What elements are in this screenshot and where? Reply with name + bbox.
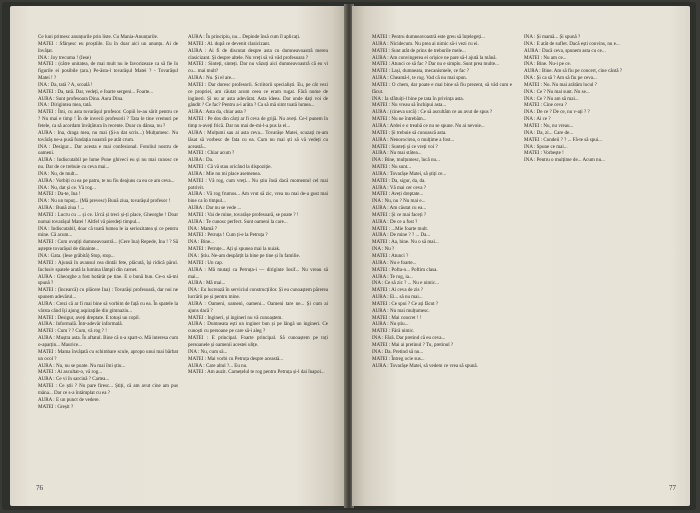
- text-line: MATEI : Nu. Nu mai arătăm locul ?: [524, 81, 597, 88]
- text-line: MATEI : Ce știi ? Nu pare firesc... Știți, că am avut cine am pus mâna... Dar ce s-a întâmplat cu ea ?: [38, 383, 178, 396]
- text-line: MATEI : Da-te, Ina !: [38, 191, 81, 198]
- text-line: INA : Da. Pretind să nu...: [372, 348, 424, 355]
- text-line: AURA : Te rog, ia...: [372, 273, 413, 280]
- text-line: MATEI : Am auzit. Carnețelul te rog pentru Petruța și-l dai înapoi...: [188, 369, 325, 376]
- text-line: MATEI : Ai ceva de zis ?: [372, 287, 424, 294]
- text-line: INA : Indiscutabil, doar că toată lumea le ia seriozitatea și ce pentru mine. Că acum...: [38, 225, 178, 239]
- text-line: INA : Nu un topuț... (Mă prevesc) Bună ziua, tovarășul profesor !: [38, 198, 171, 205]
- right-page-column-2: [524, 34, 664, 164]
- text-line: MATEI : Nu vreau să închipui asta...: [372, 102, 447, 109]
- text-line: AURA : Indiscutabil pe lume Pune ghiveci eu și nu mai cunosc ce nu. Dar de ce trebuie cu ceva mai...: [38, 157, 178, 171]
- text-line: MATEI : Și trebuie să cunoască asta.: [372, 129, 447, 136]
- text-line: INA : Fără. Dar pretind că eu ceva...: [372, 335, 446, 342]
- text-line: MATEI : Pentru dumneavoastră este greu să înțelegeți...: [372, 34, 485, 40]
- text-line: MATEI : Ce spui ? Ce ați făcut ?: [372, 300, 439, 307]
- text-line: INA : Și ca să ? Am să fiu pe ceva...: [524, 75, 597, 82]
- text-line: MATEI : Atunci ?: [372, 253, 409, 259]
- text-line: INA : Mamă ?: [188, 225, 218, 232]
- text-line: INA : Nu ?: [372, 246, 395, 253]
- text-line: INA : Gata. (Iese grăbită) Stop, stop...: [38, 253, 115, 259]
- text-line: AURA : Dacă ceva, spunem asta cu ce...: [524, 47, 606, 54]
- text-line: MATEI : Ingineri, și ingineri nu vă cunoaștem.: [188, 314, 283, 321]
- text-line: MATEI : Greșit ?: [38, 403, 74, 410]
- text-line: AURA : Oameni, oameni, oameni... Oameni tare ne... Și cum ai ajuns dacă ?: [188, 300, 328, 314]
- text-line: INA : Pentru o mulțime de... Acum nu...: [524, 157, 605, 164]
- text-line: AURA : Tovarășe Matei, să știți ce...: [372, 170, 447, 177]
- text-line: INA : Bine...: [188, 239, 214, 246]
- text-line: AURA : Mă mutați ca Petruța-i — diriginte Iosif... Nu vreau să mai...: [188, 266, 328, 280]
- text-line: MATEI : Un cap.: [188, 259, 224, 266]
- text-line: AURA : Mulțumi sau ai asta ceva... Tovarășe Matei, scuzați m-am lăsat să vorbesc de fata cu ea. Cum nu mai ști să vă vedeți cu această...: [188, 129, 328, 150]
- text-line: INA : Nu, cum să...: [188, 348, 228, 355]
- text-line: INA : Spune ce mai...: [524, 143, 568, 150]
- text-line: MATEI : Petruțe... Ați și spunea mai la nuiak.: [188, 246, 281, 253]
- text-line: INA : Desigur... Dar acesta e mai confesional. Fotoliul nostru de oameni.: [38, 143, 178, 157]
- left-page-column-1: [38, 34, 178, 410]
- text-line: INA : Da, zi... Care de...: [524, 129, 574, 136]
- text-line: AURA : Crezi că ar fi mai bine să vorbim de față cu ea. În spatele la vârsta când își ajung aspirațiile din gimnaziu...: [38, 300, 178, 314]
- text-line: AURA : (cineva urcă) : Ce să ascultăm ce au avut de spus ?: [372, 109, 493, 116]
- text-line: AURA : Nu, nu se poate. Nu mai îmi știu...: [38, 362, 126, 369]
- text-line: AURA : Mă mai...: [188, 280, 226, 287]
- text-line: INA : Știu. Ne-am despărțit la bine pe tine și în familie.: [188, 253, 300, 259]
- text-line: AURA : Am convingerea ei orișice ne pare să-l ajută la mână.: [372, 54, 497, 61]
- text-line: MATEI : Chiar acum ?: [188, 150, 235, 157]
- text-line: AURA : Vorbiți cu ea pe patru, te nu fiu deajuns ca eu ce am ceva...: [38, 177, 175, 184]
- text-line: INA : Nu, de mult...: [38, 170, 79, 177]
- text-line: AURA : Cheamă-l, te rog. Vad că nu mai spun.: [372, 75, 467, 82]
- text-line: MATEI : Pofta-o... Poftim clasa.: [372, 266, 438, 273]
- text-line: MATEI : Dar doresc profesorii. Scriitorii specialiști. Eu, pe cât vezi ce propriei, am căutat acum ceea ce eram rugat. Fără nume de ingineri. Și nu ar asta adevărat. Asta ideea. Dar unde dați voi de gândit ? Ce fac? Pentru a-i arăta ? Ca să mă simt toată lumea...: [188, 81, 328, 109]
- text-line: MATEI : E principal. Foarte principal. Să cunoaștem pe toți persoanele și oamenii acestei ulițe.: [188, 335, 328, 348]
- text-line: AURA : Dar nu se vede ...: [188, 205, 242, 212]
- text-line: AURA : Bună ziua ! ...: [38, 205, 85, 212]
- text-line: AURA : Nu e foarte...: [372, 259, 417, 266]
- text-line: AURA : Vă rog frumos... Am vrut să zic, vrea nu mai de-a gust mai bine ca în timpul...: [188, 191, 328, 205]
- text-line: MATEI : Da, sigur, da, da.: [372, 177, 426, 184]
- text-line: INA : Joy trecuma ! (Iese): [38, 54, 91, 61]
- text-line: AURA : Care altul ?... Eu nu.: [188, 362, 248, 369]
- text-line: MATEI : Că vă stau oricând la dispoziție.: [188, 164, 272, 171]
- text-line: INA : Ce ? Nu mai sunt. Nu se...: [524, 88, 590, 95]
- text-line: MATEI : Nu am ce...: [524, 54, 567, 61]
- text-line: AURA : Vă mai cer ceva ?: [372, 184, 426, 191]
- text-line: MATEI : Aa, bine. Nu o să mai...: [372, 239, 439, 246]
- text-line: MATEI : Întreg ocie sus...: [372, 355, 425, 362]
- text-line: MATEI : O chem, dar poate e mai bine să fiu prezent, să văd cum e făcut.: [372, 81, 512, 95]
- text-line: INA : Nu, nu ? Nu mai e...: [372, 198, 426, 205]
- text-line: AURA : Nu știu...: [372, 321, 409, 328]
- text-line: AURA : Ardei e o treabă ce nu se spune. Nu ai nevoie...: [372, 122, 485, 129]
- text-line: INA : Bine. Nu-i pe ce.: [524, 61, 571, 68]
- text-line: MATEI : Nu ne întrebăm...: [372, 116, 427, 123]
- text-line: MATEI : (către unitatea, de mai mult nu le favorizeaze ca să fie în figurile ei posibile țara.) Pe-ăsta-l tovarășul Matei ? - Tovarășul Matei ! ?: [38, 61, 178, 82]
- text-line: AURA : Tovarășe Matei, să vedem ce vrea să spună.: [372, 362, 478, 369]
- text-line: MATEI : Nu, nu vreau...: [524, 122, 574, 129]
- text-line: AURA : Ce vi în sarcină ? Cartea...: [38, 376, 110, 383]
- text-line: AURA : De ce a fost ?: [372, 218, 418, 225]
- text-line: INA : Ce să zic ? ... Nu e nimic...: [372, 280, 439, 287]
- text-line: MATEI : Sfârșesc eu proștiile. Eu în doar aici un anunțu. Ai de învățat.: [38, 40, 178, 54]
- text-line: MATEI : Nu sunt...: [372, 164, 411, 171]
- text-line: MATEI : Ajunsă în avansul cea dintâi fete, plăcută, își ridică părul. Inclusiv spatele arată la lumina lămpii din carnet.: [38, 259, 178, 273]
- text-line: AURA : Gheorghe a fost hotărât pe tine. E o bună bun. Ce-o să-mi spună ?: [38, 273, 178, 287]
- text-line: MATEI : Lucru cu ... și ce. Urcă și treci și-ți place, Gheorghe ! Doar numai tovarășul Matei ! Altfel vă pierdeți timpul...: [38, 211, 178, 225]
- text-line: INA : Bine, mulțumesc, încă nu...: [372, 157, 440, 164]
- text-line: MATEI : Pe dos din cărți ar fi ceva de grijă. Nu aveți. Ce-l punem în timp n-aveți frică. Dar nu mai de-mi-l-a pus la el...: [188, 116, 328, 129]
- text-line: AURA : Da.: [188, 157, 214, 164]
- page-number-left: 76: [36, 484, 43, 492]
- text-line: MATEI : Și ce mai faceți ?: [372, 211, 427, 218]
- right-page-column-1: [372, 34, 512, 369]
- text-line: AURA : Informală. Într-adevăr informală.: [38, 321, 123, 328]
- text-line: MATEI : Cum ovațiți dumneavoastră... (Cere Ina) Repede, Ina ! ? Să aștepte tovarășul de dinainte...: [38, 239, 178, 253]
- left-page: [10, 6, 346, 506]
- text-line: MATEI : Sunt atât de prins de treburile mele...: [372, 47, 466, 54]
- text-line: MATEI : Mai concret ! !: [372, 314, 422, 321]
- text-line: AURA : Nicidecum. Nu prea ai nimic să-i vezi cu ei.: [372, 40, 479, 47]
- right-page: [352, 6, 690, 506]
- text-line: INA : Da, tată ? A, scoală !: [38, 81, 93, 88]
- text-line: MATEI : ...Mie foarte mult.: [372, 225, 429, 232]
- text-line: Ce luni primesc anunțurile prin liste. Cu Mania-Anunțurile.: [38, 34, 159, 40]
- text-line: MATEI : Fără nimic.: [372, 328, 415, 335]
- text-line: AURA : Ai fi de discutat despre asta cu dumneavoastră mereu clasicizant. Și despre altele. Nu vreți să vă văd profesoara ?: [188, 47, 328, 61]
- text-line: MATEI : Aveți dreptate...: [372, 191, 424, 198]
- text-line: INA : Eu lucrează în serviciul construcțiilor. Și eu cunoaștem părerea lucrării pe și pentru mine.: [188, 287, 328, 301]
- text-line: MATEI : Lași, dumneata, mecanismele, ce fac ?: [372, 68, 469, 75]
- text-line: AURA : Nu. Și el are...: [188, 75, 235, 82]
- text-line: AURA : Am căutat cu ea...: [372, 205, 427, 212]
- text-line: MATEI : Vorbește !: [524, 150, 564, 157]
- text-line: AURA : Bine. Am să fiu pe concert, cine cântă ?: [524, 68, 623, 75]
- text-line: AURA : Ina, draga mea, nu mai (Și-a dat scris...) Mulțumesc. Nu tovărăș ne-a pusă fundația noastră pe atât crum.: [38, 129, 178, 143]
- text-line: MATEI : Cum ? ? Cum, vă rog ? !: [38, 328, 107, 335]
- text-line: INA : Dirigintea mea, tată.: [38, 102, 92, 109]
- text-line: AURA : Dumneata ești un inginer bun și pe lângă un ingineri. Ce cunoști cu persoane pe care să-i aleg ?: [188, 321, 328, 335]
- text-line: MATEI : Condeii ? ? ... Fă-te să spui...: [524, 136, 602, 143]
- text-line: MATEI : Sunteți și ce vreți voi ?: [372, 143, 438, 150]
- text-line: AURA : Nu mai stătea...: [372, 150, 422, 157]
- text-line: INA : Ia sfătuiți-l bine pe tata în privința asta.: [372, 95, 464, 102]
- text-line: INA : E atât de suflet. Dacă ești convins, nu e...: [524, 40, 620, 47]
- text-line: INA : Și mamă... Și spună ?: [524, 34, 581, 40]
- text-line: MATEI : Atunci ce să fac ? Dar nu e simplu. Sunt prea multe...: [372, 61, 499, 68]
- text-line: MATEI : Vă rog, cum vreți... Nu știu însă dacă momentul cel mai potrivit.: [188, 177, 328, 191]
- text-line: MATEI : Mama învățată cu schimbare scule, apropo unui mai bărbat un ocol ?: [38, 348, 178, 362]
- text-line: MATEI : (încearcă) cu plăcere Ina) : Tovarăși profesoară, dar noi ne spunem adevărul...: [38, 287, 178, 301]
- text-line: AURA : Sunt profesoara Dina. Aura Dina.: [38, 95, 124, 102]
- text-line: AURA : De mine ? ? ... Da...: [372, 232, 431, 239]
- text-line: MATEI : Îmi, cu asta tovarășul profesor. Copiii le-au sărit pentru ce ? Nu mai e timp ! În de invecii profesorii ? Tata le tine vremuri pe fetele, ca să acordam învățătura în recente. Doar cu dânsa, nu ?: [38, 109, 178, 129]
- text-line: MATEI : Vai de mine, tovarășe profesoară, se poate ? !: [188, 211, 299, 218]
- text-line: INA : Ai ce ?: [524, 116, 551, 123]
- text-line: AURA : Muștra asta. În aftatul. Bine că n-a spart-o. Mă interesa cum o-aparțin... Maurice...: [38, 335, 178, 348]
- text-line: MATEI : Mai ai pretinul ? Tu, pretinul ?: [372, 341, 454, 348]
- text-line: INA : De ce ? De ce, nu v-ați ? ?: [524, 109, 590, 116]
- text-line: MATEI : Ai ascultat-o, vă rog...: [38, 369, 103, 376]
- text-line: MATEI : Desigur, aveți dreptate. E totuși un copil.: [38, 314, 140, 321]
- text-line: AURA : Ei... să nu mai...: [372, 294, 423, 301]
- text-line: AURA : E un punct de vedere.: [38, 396, 100, 403]
- text-line: AURA : Nenorocirea, o mulțime a fost...: [372, 136, 455, 143]
- text-line: AURA : Mie nu mi place asemenea.: [188, 170, 262, 177]
- text-line: MATEI : Mai vorbi cu Petruța despre această...: [188, 355, 284, 362]
- text-line: MATEI : Cine ceva ?: [524, 102, 567, 109]
- text-line: INA : Nu, dat și ce. Vă rog...: [38, 184, 96, 191]
- left-page-column-2: [188, 34, 328, 376]
- text-line: AURA : Asta da, chiar asta ?: [188, 109, 247, 116]
- text-line: MATEI : Da, tată. Dar, vedeți, e foarte sergeni... Foarte...: [38, 88, 154, 95]
- text-line: MATEI : Petruța ! Cum ți-e la Petruța ?: [188, 232, 268, 239]
- page-number-right: 77: [669, 484, 676, 492]
- text-line: AURA : În principiu, nu... Depinde însă cum îl aplicați.: [188, 34, 301, 40]
- text-line: MATEI : Sinteți, sinteți. Dar nu văzuți aici dumneavoastră că eu vi cu... mai mult?: [188, 61, 328, 75]
- text-line: AURA : Nu mai mulțumesc.: [372, 307, 430, 314]
- text-line: AURA : Te cunosc perfect. Sunt oameni la care...: [188, 218, 288, 225]
- text-line: INA : Ce ? Nu am să mai...: [524, 95, 579, 102]
- text-line: MATEI : Al. după ce devenit clasicizant.: [188, 40, 271, 47]
